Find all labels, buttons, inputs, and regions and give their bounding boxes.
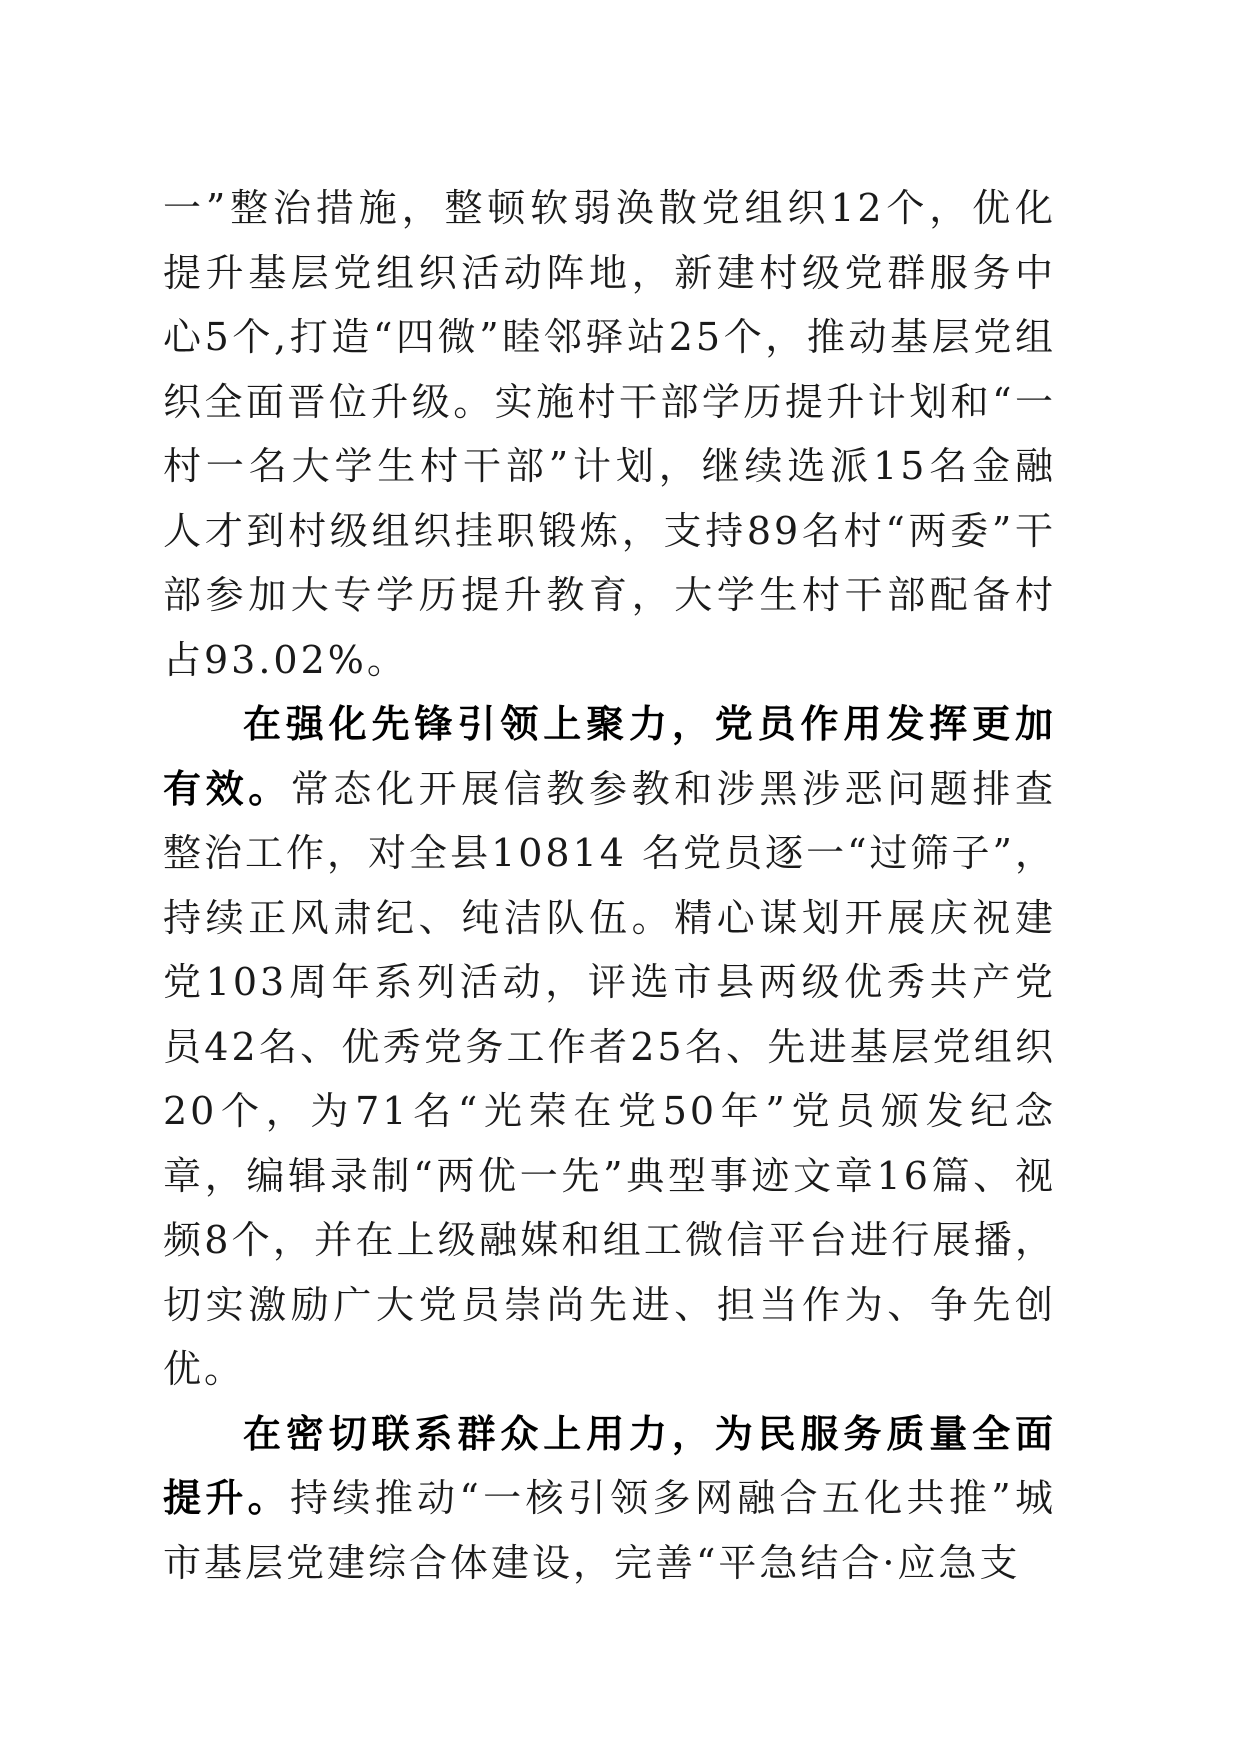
paragraph-3 bbox=[163, 1402, 1056, 1596]
paragraph-3-heading: 在密切联系群众上用力，为民服务质量全面提升。 bbox=[163, 1410, 1056, 1520]
paragraph-2-text: 常态化开展信教参教和涉黑涉恶问题排查整治工作，对全县10814 名党员逐一“过筛子”，持续正风肃纪、纯洁队伍。精心谋划开展庆祝建党103周年系列活动，评选市县两级优秀共产党员42名、优秀党务工作者25名、先进基层党组织20个，为71名“光荣在党50年”党员颁发纪念章，编辑录制“两优一先”典型事迹文章16篇、视频8个，并在上级融媒和组工微信平台进行展播，切实激励广大党员崇尚先进、担当作为、争先创优。 bbox=[163, 766, 1056, 1391]
paragraph-1-text: 一”整治措施，整顿软弱涣散党组织12个，优化提升基层党组织活动阵地，新建村级党群服务中心5个,打造“四微”睦邻驿站25个，推动基层党组织全面晋位升级。实施村干部学历提升计划和“一村一名大学生村干部”计划，继续选派15名金融人才到村级组织挂职锻炼，支持89名村“两委”干部参加大专学历提升教育，大学生村干部配备村占93.02%。 bbox=[163, 186, 1056, 682]
paragraph-1 bbox=[163, 176, 1056, 692]
paragraph-2-heading: 在强化先锋引领上聚力，党员作用发挥更加有效。 bbox=[163, 701, 1056, 811]
document-body bbox=[163, 176, 1056, 1595]
paragraph-3-text: 持续推动“一核引领多网融合五化共推”城市基层党建综合体建设，完善“平急结合·应急支 bbox=[163, 1476, 1056, 1585]
paragraph-2 bbox=[163, 692, 1056, 1402]
